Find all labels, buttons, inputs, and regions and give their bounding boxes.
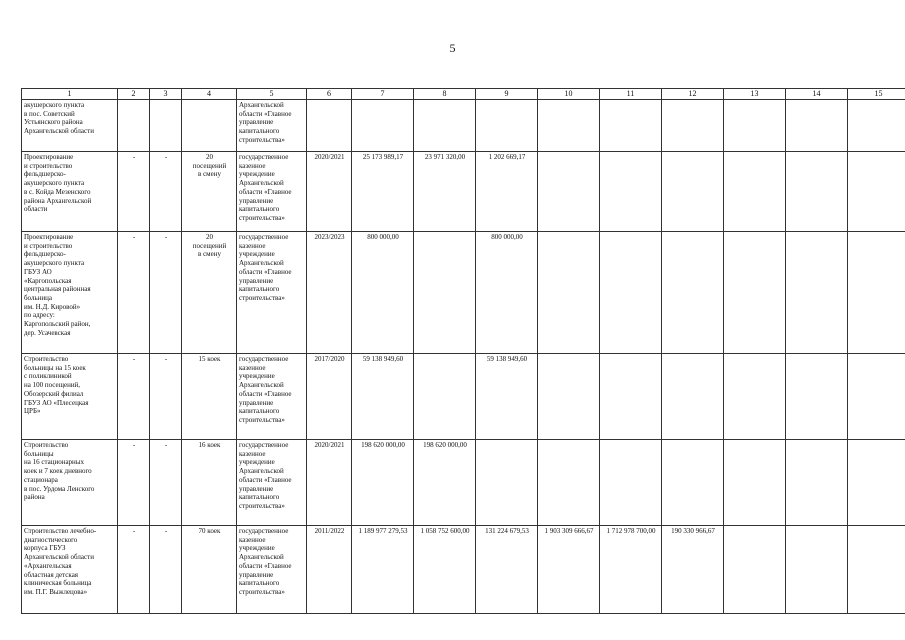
capacity-cell: 16 коек [182, 440, 237, 526]
column-header: 13 [724, 89, 786, 100]
period-cell: 2017/2020 [307, 354, 352, 440]
column-header: 12 [662, 89, 724, 100]
table-cell [848, 526, 905, 614]
amount-cell: 25 173 989,17 [352, 152, 414, 232]
amount-cell [538, 354, 600, 440]
column-header: 10 [538, 89, 600, 100]
amount-cell [662, 440, 724, 526]
table-cell: - [118, 354, 150, 440]
column-header: 8 [414, 89, 476, 100]
amount-cell [538, 152, 600, 232]
table-cell [786, 526, 848, 614]
amount-cell [414, 232, 476, 354]
amount-cell: 190 330 966,67 [662, 526, 724, 614]
column-header: 14 [786, 89, 848, 100]
column-header: 1 [22, 89, 118, 100]
table-cell: - [150, 152, 182, 232]
table-cell [786, 354, 848, 440]
column-header: 7 [352, 89, 414, 100]
amount-cell: 1 903 309 666,67 [538, 526, 600, 614]
object-name-cell: Проектирование и строительство фельдшерско- акушерского пункта в с. Койда Мезенского района Архангельской области [22, 152, 118, 232]
amount-cell [538, 100, 600, 152]
column-header: 11 [600, 89, 662, 100]
table-cell: - [150, 526, 182, 614]
column-header: 2 [118, 89, 150, 100]
amount-cell: 1 202 669,17 [476, 152, 538, 232]
capacity-cell: 70 коек [182, 526, 237, 614]
column-header: 6 [307, 89, 352, 100]
table-cell [724, 440, 786, 526]
table-row [22, 440, 905, 526]
period-cell [307, 100, 352, 152]
table-cell [848, 354, 905, 440]
period-cell: 2011/2022 [307, 526, 352, 614]
amount-cell: 23 971 320,00 [414, 152, 476, 232]
customer-cell: государственное казенное учреждение Архангельской области «Главное управление капитального строительства» [237, 440, 307, 526]
amount-cell: 59 138 949,60 [352, 354, 414, 440]
table-cell [118, 100, 150, 152]
table-cell [150, 100, 182, 152]
amount-cell: 198 620 000,00 [414, 440, 476, 526]
column-header: 4 [182, 89, 237, 100]
amount-cell [352, 100, 414, 152]
object-name-cell: Строительство лечебно- диагностического корпуса ГБУЗ Архангельской области «Архангельская областная детская клиническая больница им. П.Г. Выжлецова» [22, 526, 118, 614]
table-cell [848, 100, 905, 152]
period-cell: 2020/2021 [307, 152, 352, 232]
period-cell: 2023/2023 [307, 232, 352, 354]
capacity-cell: 20 посещений в смену [182, 232, 237, 354]
amount-cell: 1 058 752 600,00 [414, 526, 476, 614]
object-name-cell: акушерского пункта в пос. Советский Устьянского района Архангельской области [22, 100, 118, 152]
amount-cell: 1 712 978 700,00 [600, 526, 662, 614]
column-header: 15 [848, 89, 905, 100]
amount-cell [600, 354, 662, 440]
amount-cell [538, 232, 600, 354]
column-header: 3 [150, 89, 182, 100]
amount-cell [600, 100, 662, 152]
table-row [22, 232, 905, 354]
amount-cell: 131 224 679,53 [476, 526, 538, 614]
amount-cell: 59 138 949,60 [476, 354, 538, 440]
amount-cell: 800 000,00 [352, 232, 414, 354]
amount-cell: 800 000,00 [476, 232, 538, 354]
capacity-cell: 15 коек [182, 354, 237, 440]
investment-table [21, 88, 905, 614]
page-number: 5 [449, 41, 456, 55]
table-cell: - [150, 440, 182, 526]
table-row [22, 354, 905, 440]
object-name-cell: Строительство больницы на 15 коек с поликлиникой на 100 посещений, Обозерский филиал ГБУЗ АО «Плесецкая ЦРБ» [22, 354, 118, 440]
table-cell [786, 100, 848, 152]
customer-cell: государственное казенное учреждение Архангельской области «Главное управление капитального строительства» [237, 152, 307, 232]
table-cell [786, 152, 848, 232]
table-cell: - [118, 440, 150, 526]
amount-cell [414, 100, 476, 152]
table-cell: - [118, 526, 150, 614]
amount-cell [414, 354, 476, 440]
customer-cell: государственное казенное учреждение Архангельской области «Главное управление капитального строительства» [237, 232, 307, 354]
table-cell [848, 232, 905, 354]
amount-cell [538, 440, 600, 526]
customer-cell: государственное казенное учреждение Архангельской области «Главное управление капитального строительства» [237, 526, 307, 614]
table-cell [786, 232, 848, 354]
table-cell [786, 440, 848, 526]
amount-cell [662, 100, 724, 152]
customer-cell: Архангельской области «Главное управление капитального строительства» [237, 100, 307, 152]
customer-cell: государственное казенное учреждение Архангельской области «Главное управление капитального строительства» [237, 354, 307, 440]
table-row [22, 526, 905, 614]
amount-cell [662, 232, 724, 354]
table-row [22, 152, 905, 232]
capacity-cell: 20 посещений в смену [182, 152, 237, 232]
table-cell [724, 354, 786, 440]
object-name-cell: Проектирование и строительство фельдшерско- акушерского пункта ГБУЗ АО «Каргопольская центральная районная больница им. Н.Д. Кировой» по адресу: Каргопольский район, дер. Усачевская [22, 232, 118, 354]
column-header: 5 [237, 89, 307, 100]
amount-cell [600, 232, 662, 354]
column-header: 9 [476, 89, 538, 100]
table-cell: - [118, 232, 150, 354]
table-cell: - [150, 354, 182, 440]
amount-cell [600, 440, 662, 526]
amount-cell [662, 152, 724, 232]
table-cell [724, 526, 786, 614]
amount-cell: 198 620 000,00 [352, 440, 414, 526]
amount-cell [662, 354, 724, 440]
amount-cell [476, 440, 538, 526]
header-row [22, 89, 905, 100]
table-cell [724, 100, 786, 152]
table-cell [848, 152, 905, 232]
table-cell [848, 440, 905, 526]
table-row [22, 100, 905, 152]
table-cell [724, 152, 786, 232]
object-name-cell: Строительство больницы на 16 стационарных коек и 7 коек дневного стационара в пос. Урдома Ленского района [22, 440, 118, 526]
table-cell [724, 232, 786, 354]
period-cell: 2020/2021 [307, 440, 352, 526]
capacity-cell [182, 100, 237, 152]
table-cell: - [150, 232, 182, 354]
table-cell: - [118, 152, 150, 232]
amount-cell [600, 152, 662, 232]
amount-cell: 1 189 977 279,53 [352, 526, 414, 614]
amount-cell [476, 100, 538, 152]
